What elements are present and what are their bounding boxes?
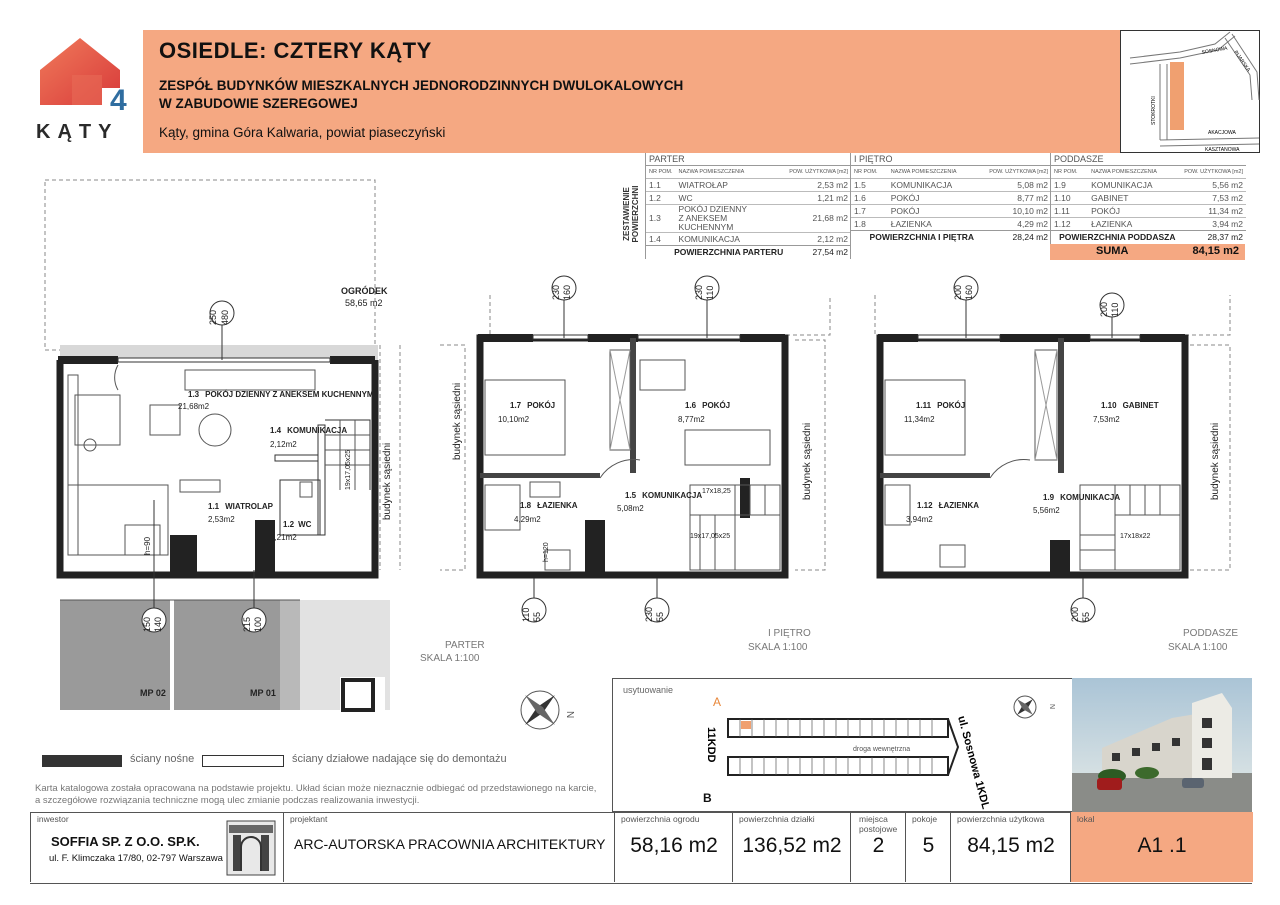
summary-cell-area: 7,53 m2 — [1178, 192, 1246, 205]
summary-cell-nr: 1.10 — [1051, 192, 1088, 205]
summary-header-cell: NAZWA POMIESZCZENIA — [676, 166, 787, 179]
rooms-label: pokoje — [912, 814, 938, 824]
summary-total-value: 27,54 m2 — [786, 246, 851, 259]
summary-cell-area: 10,10 m2 — [977, 205, 1051, 218]
site-road-left: 11KDD — [705, 727, 717, 763]
poddasze-dim-2a: 200 — [1099, 301, 1109, 317]
building-render — [1072, 678, 1252, 812]
pietro-dim-4b: 55 — [655, 611, 665, 622]
plan-pietro — [440, 276, 830, 622]
poddasze-scale: SKALA 1:100 — [1168, 642, 1228, 653]
summary-total-label: POWIERZCHNIA PARTERU — [646, 246, 786, 259]
summary-cell-nr: 1.9 — [1051, 179, 1088, 192]
compass-icon — [505, 685, 585, 735]
investor-name: SOFFIA SP. Z O.O. SP.K. — [51, 834, 200, 849]
summary-cell-nr: 1.2 — [646, 192, 676, 205]
summary-cell-name: POKÓJ — [888, 192, 977, 205]
parking-mp02: MP 02 — [140, 688, 166, 698]
summary-cell-nr: 1.11 — [1051, 205, 1088, 218]
pietro-dim-4a: 230 — [644, 606, 654, 622]
room-1-7-label: 1.7 POKÓJ — [510, 401, 556, 410]
parter-dim-2b: 140 — [153, 616, 163, 632]
summary-header-cell: POW. UŻYTKOWA [m2] — [977, 166, 1051, 179]
sum-value: 84,15 m2 — [1192, 245, 1239, 257]
plot-area-label: powierzchnia działki — [739, 814, 815, 824]
sum-label: SUMA — [1096, 245, 1129, 257]
room-1-9-label: 1.9 KOMUNIKACJA — [1043, 493, 1121, 502]
unit-label: lokal — [1077, 814, 1095, 824]
pietro-stairs-b: 19x17,05x25 — [690, 533, 731, 540]
site-road-right: ul. Sosnowa 1KDL — [955, 714, 992, 811]
pietro-neighbor-left: budynek sąsiedni — [452, 382, 463, 460]
summary-cell-name: ŁAZIENKA — [1088, 218, 1178, 231]
plan-poddasze — [875, 276, 1230, 622]
site-plan — [612, 678, 1074, 812]
summary-cell-area: 3,94 m2 — [1178, 218, 1246, 231]
summary-header-cell: POW. UŻYTKOWA [m2] — [1178, 166, 1246, 179]
poddasze-stairs: 17x18x22 — [1120, 533, 1151, 540]
designer-name: ARC-AUTORSKA PRACOWNIA ARCHITEKTURY — [294, 836, 606, 852]
summary-total-value: 28,24 m2 — [977, 231, 1051, 244]
pietro-sill: h=120 — [543, 542, 550, 562]
room-1-3-label: 1.3 POKÓJ DZIENNY Z ANEKSEM KUCHENNYM — [188, 390, 374, 399]
room-1-8-label: 1.8 ŁAZIENKA — [520, 501, 578, 510]
summary-cell-nr: 1.12 — [1051, 218, 1088, 231]
summary-cell-nr: 1.8 — [851, 218, 888, 231]
room-1-4-label: 1.4 KOMUNIKACJA — [270, 426, 348, 435]
disclaimer — [35, 783, 615, 807]
room-1-8-area: 4,29m2 — [514, 515, 541, 524]
project-subtitle-1: ZESPÓŁ BUDYNKÓW MIESZKALNYCH JEDNORODZINNYCH DWULOKALOWYCH — [159, 78, 684, 93]
summary-cell-area: 2,53 m2 — [786, 179, 851, 192]
summary-total-value: 28,37 m2 — [1178, 231, 1246, 244]
summary-header-cell: NR POM. — [646, 166, 676, 179]
logo-word: KĄTY — [36, 121, 119, 143]
parter-sill-label: h=90 — [143, 536, 152, 555]
summary-section-title: I PIĘTRO — [854, 154, 893, 164]
summary-header-cell: NAZWA POMIESZCZENIA — [888, 166, 977, 179]
project-title: OSIEDLE: CZTERY KĄTY — [159, 38, 432, 63]
arch-building-icon — [225, 815, 277, 878]
summary-cell-area: 2,12 m2 — [786, 233, 851, 246]
room-1-5-label: 1.5 KOMUNIKACJA — [625, 491, 703, 500]
summary-header-cell: POW. UŻYTKOWA [m2] — [786, 166, 851, 179]
summary-cell-nr: 1.1 — [646, 179, 676, 192]
parking-box — [850, 812, 906, 882]
pietro-dim-2a: 230 — [694, 284, 704, 300]
project-location: Kąty, gmina Góra Kalwaria, powiat piaseczyński — [159, 125, 446, 140]
pietro-neighbor-right: budynek sąsiedni — [802, 422, 813, 500]
header-banner — [143, 30, 1120, 153]
garden-label: OGRÓDEK — [341, 286, 388, 296]
site-compass-n: N — [1048, 704, 1055, 710]
room-1-10-label: 1.10 GABINET — [1101, 401, 1159, 410]
pietro-dim-1a: 230 — [551, 284, 561, 300]
summary-cell-name: GABINET — [1088, 192, 1178, 205]
room-1-6-label: 1.6 POKÓJ — [685, 401, 731, 410]
rooms-box — [905, 812, 951, 882]
partition-swatch — [202, 755, 284, 767]
room-1-9-area: 5,56m2 — [1033, 506, 1060, 515]
summary-cell-area: 8,77 m2 — [977, 192, 1051, 205]
summary-cell-area: 5,08 m2 — [977, 179, 1051, 192]
compass-n: N — [564, 711, 575, 719]
street-kasztanowa: KASZTANOWA — [1205, 147, 1240, 153]
parter-neighbor-label: budynek sąsiedni — [382, 442, 393, 520]
parter-dim-3a: 215 — [242, 616, 252, 632]
poddasze-caption: PODDASZE — [1183, 628, 1239, 639]
plot-area-box — [732, 812, 851, 882]
parter-scale: SKALA 1:100 — [420, 653, 480, 664]
garden-area: 58,65 m2 — [345, 298, 383, 308]
room-1-3-area: 21,68m2 — [178, 402, 210, 411]
site-label: usytuowanie — [623, 685, 674, 695]
plan-parter — [45, 180, 400, 710]
house-logo-icon — [22, 30, 142, 120]
poddasze-dim-1b: 160 — [964, 284, 974, 300]
room-1-1-label: 1.1 WIATROLAP — [208, 502, 273, 511]
summary-total-label: POWIERZCHNIA PODDASZA — [1051, 231, 1178, 244]
bearing-label: ściany nośne — [130, 753, 195, 765]
summary-cell-name: POKÓJ — [1088, 205, 1178, 218]
street-pijarska: PIJARSKA — [1232, 49, 1252, 73]
summary-cell-name: KOMUNIKACJA — [1088, 179, 1178, 192]
usable-area-label: powierzchnia użytkowa — [957, 814, 1045, 824]
room-1-11-area: 11,34m2 — [904, 415, 935, 424]
logo-number: 4 — [110, 84, 127, 117]
room-1-2-label: 1.2 WC — [283, 520, 312, 529]
poddasze-dim-3b: 55 — [1081, 611, 1091, 622]
disclaimer-line-1: Karta katalogowa została opracowana na podstawie projektu. Układ ścian może nieznacznie odbiegać od przedstawionego na karcie, — [35, 783, 597, 794]
summary-section-title: PODDASZE — [1054, 154, 1104, 164]
summary-cell-nr: 1.6 — [851, 192, 888, 205]
summary-cell-name: POKÓJ — [888, 205, 977, 218]
parking-value: 2 — [872, 834, 885, 857]
parter-dim-1b: 480 — [220, 309, 230, 325]
summary-cell-nr: 1.5 — [851, 179, 888, 192]
summary-header-cell: NR POM. — [1051, 166, 1088, 179]
summary-cell-name: ŁAZIENKA — [888, 218, 977, 231]
parking-label: miejsca postojowe — [859, 814, 898, 834]
summary-cell-area: 21,68 m2 — [786, 205, 851, 233]
plot-area-value: 136,52 m2 — [742, 834, 842, 857]
designer-label: projektant — [290, 814, 328, 824]
summary-cell-name: POKÓJ DZIENNY Z ANEKSEM KUCHENNYM — [676, 205, 787, 233]
unit-box — [1070, 812, 1253, 882]
room-1-12-label: 1.12 ŁAZIENKA — [917, 501, 980, 510]
legend — [42, 753, 642, 769]
logo — [22, 30, 142, 153]
poddasze-neighbor: budynek sąsiedni — [1210, 422, 1221, 500]
pietro-dim-3a: 110 — [521, 607, 531, 622]
summary-cell-area: 4,29 m2 — [977, 218, 1051, 231]
summary-header-cell: NAZWA POMIESZCZENIA — [1088, 166, 1178, 179]
summary-cell-name: KOMUNIKACJA — [676, 233, 787, 246]
summary-cell-name: WC — [676, 192, 787, 205]
summary-header-cell: NR POM. — [851, 166, 888, 179]
summary-cell-nr: 1.4 — [646, 233, 676, 246]
garden-area-label: powierzchnia ogrodu — [621, 814, 700, 824]
poddasze-dim-2b: 110 — [1110, 302, 1120, 317]
designer-box — [283, 812, 614, 882]
summary-total-label: POWIERZCHNIA I PIĘTRA — [851, 231, 977, 244]
poddasze-dim-1a: 200 — [953, 284, 963, 300]
bearing-swatch — [42, 755, 122, 767]
pietro-stairs-a: 17x18,25 — [702, 488, 731, 495]
poddasze-dim-3a: 200 — [1070, 606, 1080, 622]
site-compass-icon — [1014, 696, 1036, 718]
investor-address: ul. F. Klimczaka 17/80, 02-797 Warszawa — [49, 853, 223, 864]
parter-stairs-label: 19x17,05x25 — [345, 449, 352, 490]
pietro-scale: SKALA 1:100 — [748, 642, 808, 653]
room-1-12-area: 3,94m2 — [906, 515, 933, 524]
pietro-dim-3b: 55 — [532, 611, 542, 622]
summary-cell-nr: 1.3 — [646, 205, 676, 233]
rooms-value: 5 — [922, 834, 935, 857]
room-1-2-area: 1,21m2 — [270, 533, 297, 542]
room-1-5-area: 5,08m2 — [617, 504, 644, 513]
summary-cell-name: WIATROŁAP — [676, 179, 787, 192]
room-1-6-area: 8,77m2 — [678, 415, 705, 424]
partition-label: ściany działowe nadające się do demontażu — [292, 753, 507, 765]
room-1-4-area: 2,12m2 — [270, 440, 297, 449]
parter-caption: PARTER — [445, 640, 485, 651]
summary-cell-area: 5,56 m2 — [1178, 179, 1246, 192]
room-1-1-area: 2,53m2 — [208, 515, 235, 524]
street-map — [1120, 30, 1260, 153]
street-sosnowa: SOSNOWA — [1201, 45, 1228, 56]
summary-cell-area: 11,34 m2 — [1178, 205, 1246, 218]
street-stokrotki: STOKROTKI — [1151, 96, 1157, 125]
summary-section-title: PARTER — [649, 154, 685, 164]
room-1-7-area: 10,10m2 — [498, 415, 530, 424]
summary-side-label: ZESTAWIENIE POWIERZCHNI — [622, 185, 640, 243]
garden-area-box — [614, 812, 733, 882]
disclaimer-line-2: a szczegółowe rozwiązania techniczne mogą ulec zmianie podczas realizowania inwestycji. — [35, 795, 420, 806]
summary-cell-area: 1,21 m2 — [786, 192, 851, 205]
parking-mp01: MP 01 — [250, 688, 276, 698]
summary-cell-nr: 1.7 — [851, 205, 888, 218]
parter-dim-2a: 150 — [142, 616, 152, 632]
street-akacjowa: AKACJOWA — [1208, 130, 1236, 136]
parter-dim-1a: 250 — [208, 309, 218, 325]
pietro-caption: I PIĘTRO — [768, 628, 811, 639]
usable-area-box — [950, 812, 1071, 882]
room-1-10-area: 7,53m2 — [1093, 415, 1120, 424]
pietro-dim-1b: 160 — [562, 284, 572, 300]
parter-dim-3b: 100 — [253, 616, 263, 632]
site-a: A — [713, 695, 722, 709]
room-1-11-label: 1.11 POKÓJ — [916, 401, 966, 410]
usable-area-value: 84,15 m2 — [967, 834, 1055, 857]
garden-area-value: 58,16 m2 — [630, 834, 718, 857]
investor-box — [30, 812, 231, 882]
project-subtitle-2: W ZABUDOWIE SZEREGOWEJ — [159, 96, 358, 111]
pietro-dim-2b: 110 — [705, 285, 715, 300]
summary-cell-name: KOMUNIKACJA — [888, 179, 977, 192]
unit-value: A1 .1 — [1137, 834, 1187, 857]
investor-label: inwestor — [37, 814, 69, 824]
site-b: B — [703, 791, 712, 805]
site-road-inner: droga wewnętrzna — [853, 746, 911, 753]
